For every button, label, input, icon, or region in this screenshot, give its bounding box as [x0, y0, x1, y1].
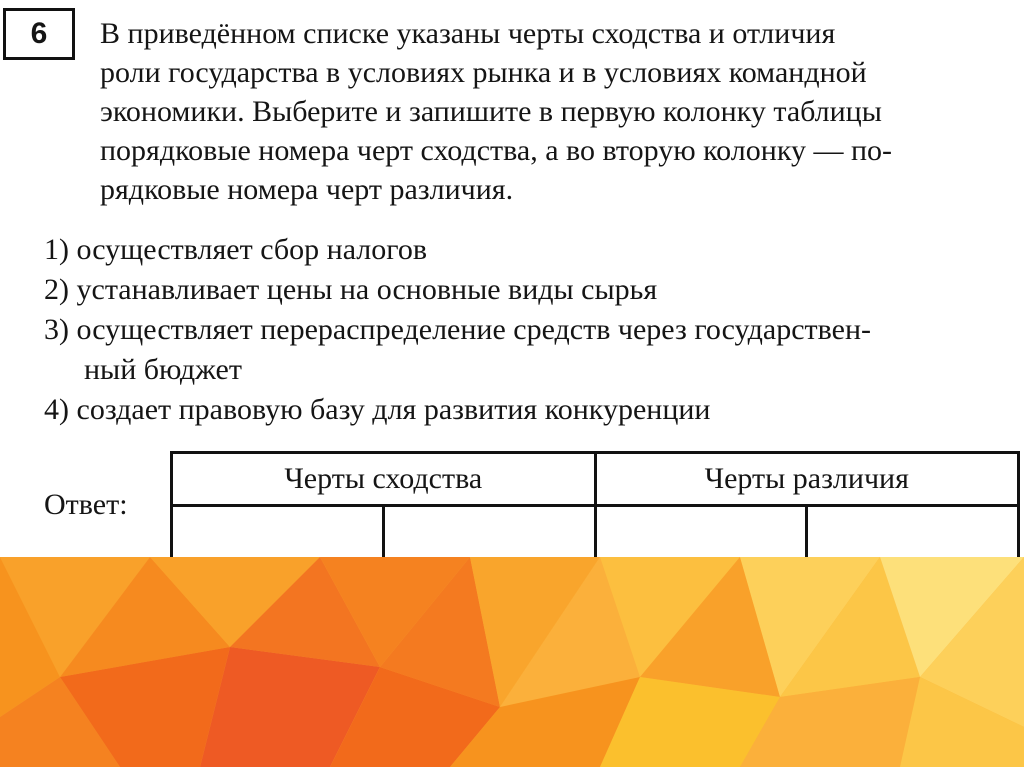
- answer-cell-similar-1[interactable]: [172, 506, 384, 559]
- task-text-line: порядковые номера черт сходства, а во вторую колонку — по-: [100, 134, 893, 167]
- option-number: 2): [44, 273, 69, 306]
- option-text: создает правовую базу для развития конкуренции: [76, 393, 711, 426]
- option-item-4: [44, 390, 1019, 430]
- answer-cell-similar-2[interactable]: [383, 506, 595, 559]
- option-number: 1): [44, 233, 69, 266]
- option-text-continuation: ный бюджет: [84, 353, 242, 386]
- option-number: 3): [44, 313, 69, 346]
- decorative-background: [0, 557, 1024, 767]
- option-text: осуществляет сбор налогов: [76, 233, 427, 266]
- option-text: осуществляет перераспределение средств через государствен-: [76, 313, 872, 346]
- option-text: устанавливает цены на основные виды сырья: [76, 273, 658, 306]
- task-text-line: роли государства в условиях рынка и в условиях командной: [100, 56, 867, 89]
- options-list: [44, 230, 1019, 430]
- answer-cell-different-1[interactable]: [595, 506, 807, 559]
- answer-cell-different-2[interactable]: [807, 506, 1019, 559]
- task-statement: [100, 14, 1018, 209]
- option-number: 4): [44, 393, 69, 426]
- option-item-3: [44, 310, 1019, 390]
- task-number-box: [3, 8, 75, 60]
- task-text-line: рядковые номера черт различия.: [100, 173, 514, 206]
- task-text-line: экономики. Выберите и запишите в первую колонку таблицы: [100, 95, 882, 128]
- header-similar: Черты сходства: [172, 453, 596, 506]
- polygon-pattern: [0, 557, 1024, 767]
- option-item-2: [44, 270, 1019, 310]
- option-item-1: [44, 230, 1019, 270]
- task-text-line: В приведённом списке указаны черты сходства и отличия: [100, 17, 836, 50]
- answer-label: Ответ:: [44, 488, 128, 521]
- answer-table: [170, 451, 1020, 560]
- header-different: Черты различия: [595, 453, 1019, 506]
- task-number: 6: [30, 17, 48, 50]
